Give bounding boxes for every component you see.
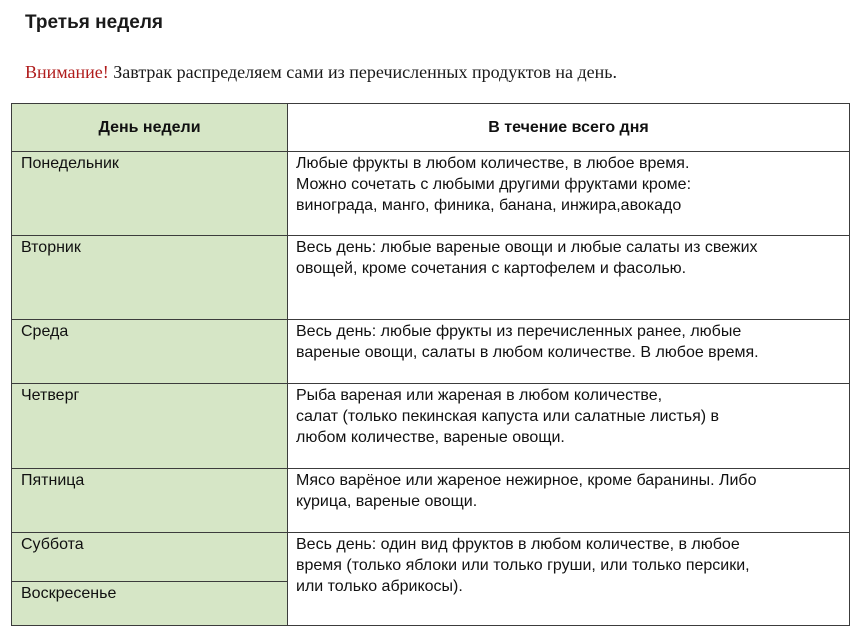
table-row xyxy=(12,320,850,384)
description-line: курица, вареные овощи. xyxy=(296,493,478,510)
description-cell xyxy=(288,533,850,626)
table-row xyxy=(12,533,850,582)
description-line: вареные овощи, салаты в любом количестве. В любое время. xyxy=(296,344,759,361)
day-cell: Пятница xyxy=(12,469,288,533)
table-row xyxy=(12,384,850,469)
description-cell xyxy=(288,469,850,533)
description-line: Весь день: один вид фруктов в любом количестве, в любое xyxy=(296,536,740,553)
column-header-day: День недели xyxy=(12,104,288,152)
description-cell xyxy=(288,236,850,320)
description-cell xyxy=(288,152,850,236)
day-cell: Вторник xyxy=(12,236,288,320)
description-line: время (только яблоки или только груши, или только персики, xyxy=(296,557,750,574)
description-line: Весь день: любые вареные овощи и любые салаты из свежих xyxy=(296,239,758,256)
page-title: Третья неделя xyxy=(25,12,163,33)
schedule-table xyxy=(11,103,850,626)
day-cell: Понедельник xyxy=(12,152,288,236)
description-line: овощей, кроме сочетания с картофелем и фасолью. xyxy=(296,260,687,277)
description-line: винограда, манго, финика, банана, инжира,авокадо xyxy=(296,197,682,214)
description-cell xyxy=(288,384,850,469)
notice xyxy=(25,62,617,83)
day-cell: Воскресенье xyxy=(12,582,288,626)
description-line: или только абрикосы). xyxy=(296,578,463,595)
description-line: Весь день: любые фрукты из перечисленных ранее, любые xyxy=(296,323,742,340)
notice-warning-label: Внимание! xyxy=(25,62,109,82)
day-cell: Четверг xyxy=(12,384,288,469)
description-line: Рыба вареная или жареная в любом количестве, xyxy=(296,387,663,404)
description-line: салат (только пекинская капуста или салатные листья) в xyxy=(296,408,720,425)
day-cell: Суббота xyxy=(12,533,288,582)
table-row xyxy=(12,236,850,320)
description-line: любом количестве, вареные овощи. xyxy=(296,429,565,446)
description-line: Можно сочетать с любыми другими фруктами кроме: xyxy=(296,176,692,193)
day-cell: Среда xyxy=(12,320,288,384)
column-header-all-day: В течение всего дня xyxy=(288,104,850,152)
notice-text: Завтрак распределяем сами из перечисленных продуктов на день. xyxy=(108,62,617,82)
description-cell xyxy=(288,320,850,384)
table-header-row xyxy=(12,104,850,152)
table-row xyxy=(12,152,850,236)
table-row xyxy=(12,469,850,533)
description-line: Мясо варёное или жареное нежирное, кроме баранины. Либо xyxy=(296,472,757,489)
description-line: Любые фрукты в любом количестве, в любое время. xyxy=(296,155,690,172)
